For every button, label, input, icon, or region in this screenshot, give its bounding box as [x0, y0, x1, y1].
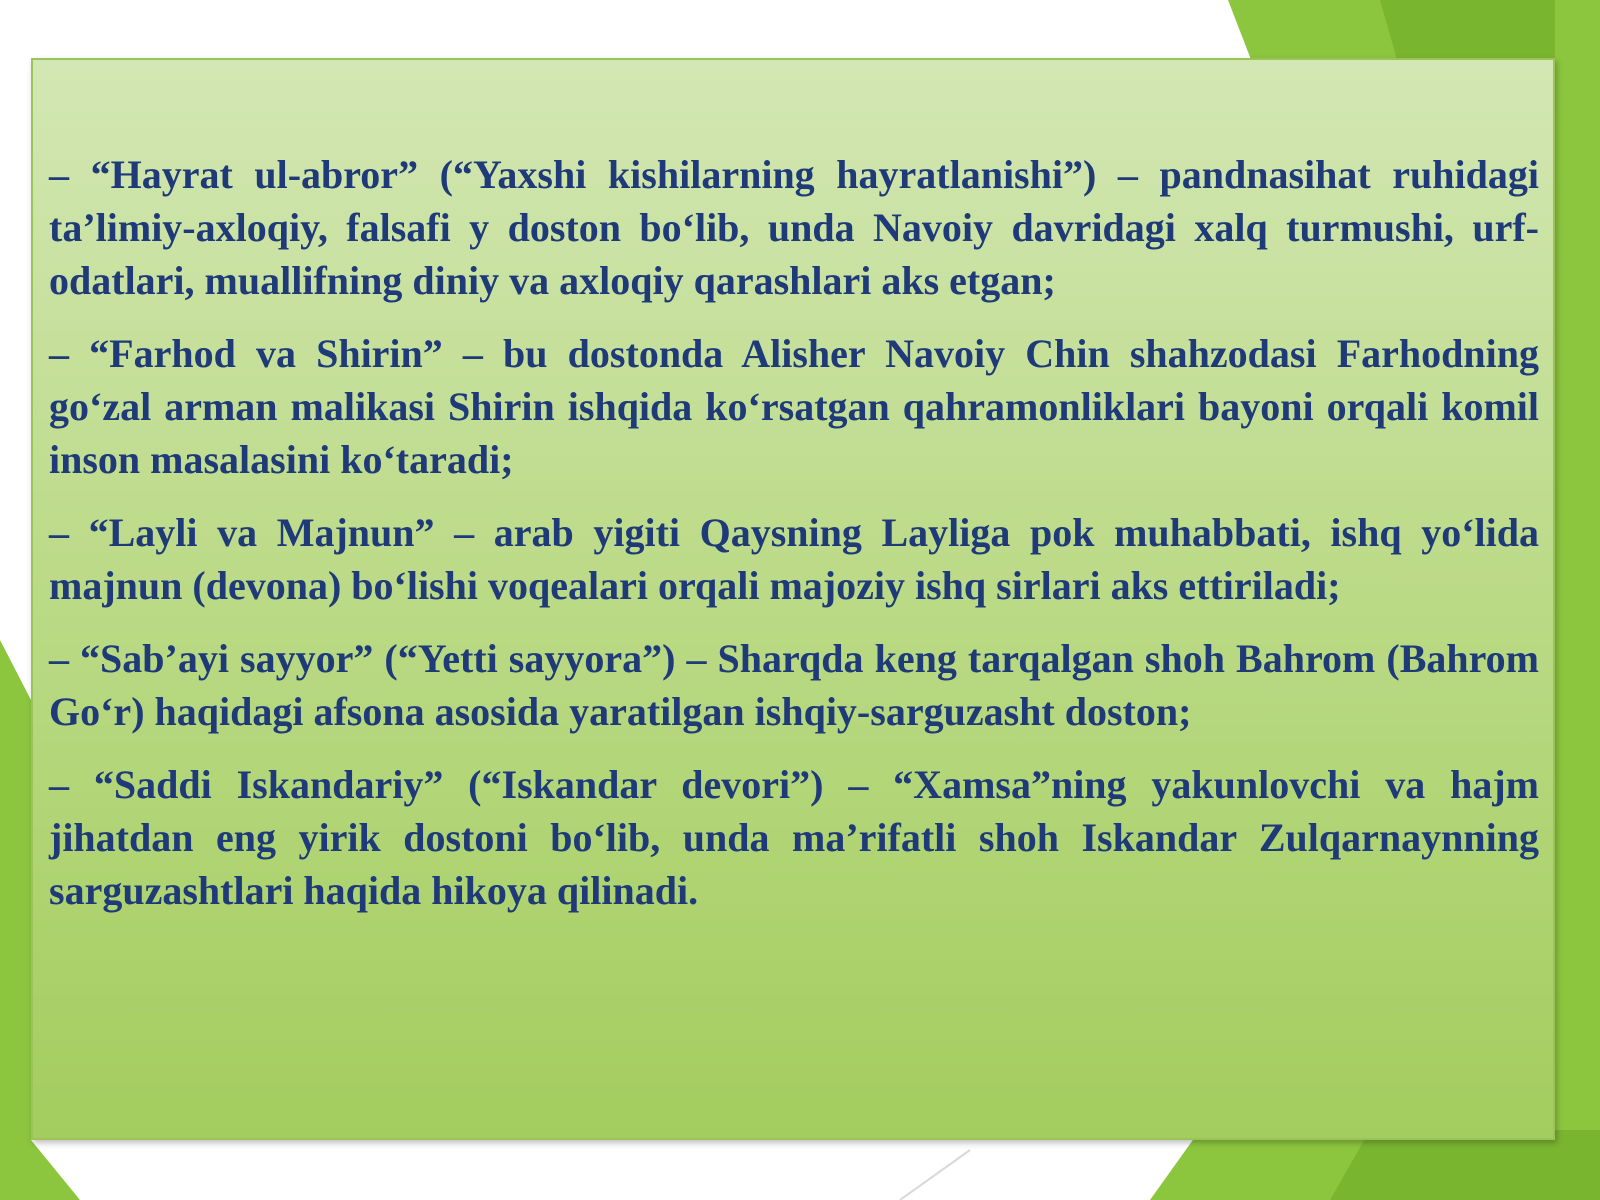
- text-area: [49, 148, 1539, 937]
- paragraph-hayrat-ul-abror: – “Hayrat ul-abror” (“Yaxshi kishilarning hayratlanishi”) – pandnasihat ruhidagi ta’limiy-axloqiy, falsafi y doston bo‘lib, unda Navoiy davridagi xalq turmushi, urf-odatlari, muallifning diniy va axloqiy qarashlari aks etgan;: [49, 152, 1539, 303]
- content-panel: [31, 58, 1555, 1140]
- paragraph-saddi-iskandariy: – “Saddi Iskandariy” (“Iskandar devori”) – “Xamsa”ning yakunlovchi va hajm jihatdan eng yirik dostoni bo‘lib, unda ma’rifatli shoh Iskandar Zulqarnaynning sarguzashtlari haqida hikoya qilinadi.: [49, 762, 1539, 913]
- paragraph-sabayi-sayyor: – “Sab’ayi sayyor” (“Yetti sayyora”) – Sharqda keng tarqalgan shoh Bahrom (Bahrom Go‘r) haqidagi afsona asosida yaratilgan ishqiy-sarguzasht doston;: [49, 636, 1539, 734]
- paragraph-farhod-va-shirin: – “Farhod va Shirin” – bu dostonda Alisher Navoiy Chin shahzodasi Farhodning go‘zal arman malikasi Shirin ishqida ko‘rsatgan qahramonliklari bayoni orqali komil inson masalasini ko‘taradi;: [49, 331, 1539, 482]
- paragraph-layli-va-majnun: – “Layli va Majnun” – arab yigiti Qaysning Layliga pok muhabbati, ishq yo‘lida majnun (devona) bo‘lishi voqealari orqali majoziy ishq sirlari aks ettiriladi;: [49, 510, 1539, 608]
